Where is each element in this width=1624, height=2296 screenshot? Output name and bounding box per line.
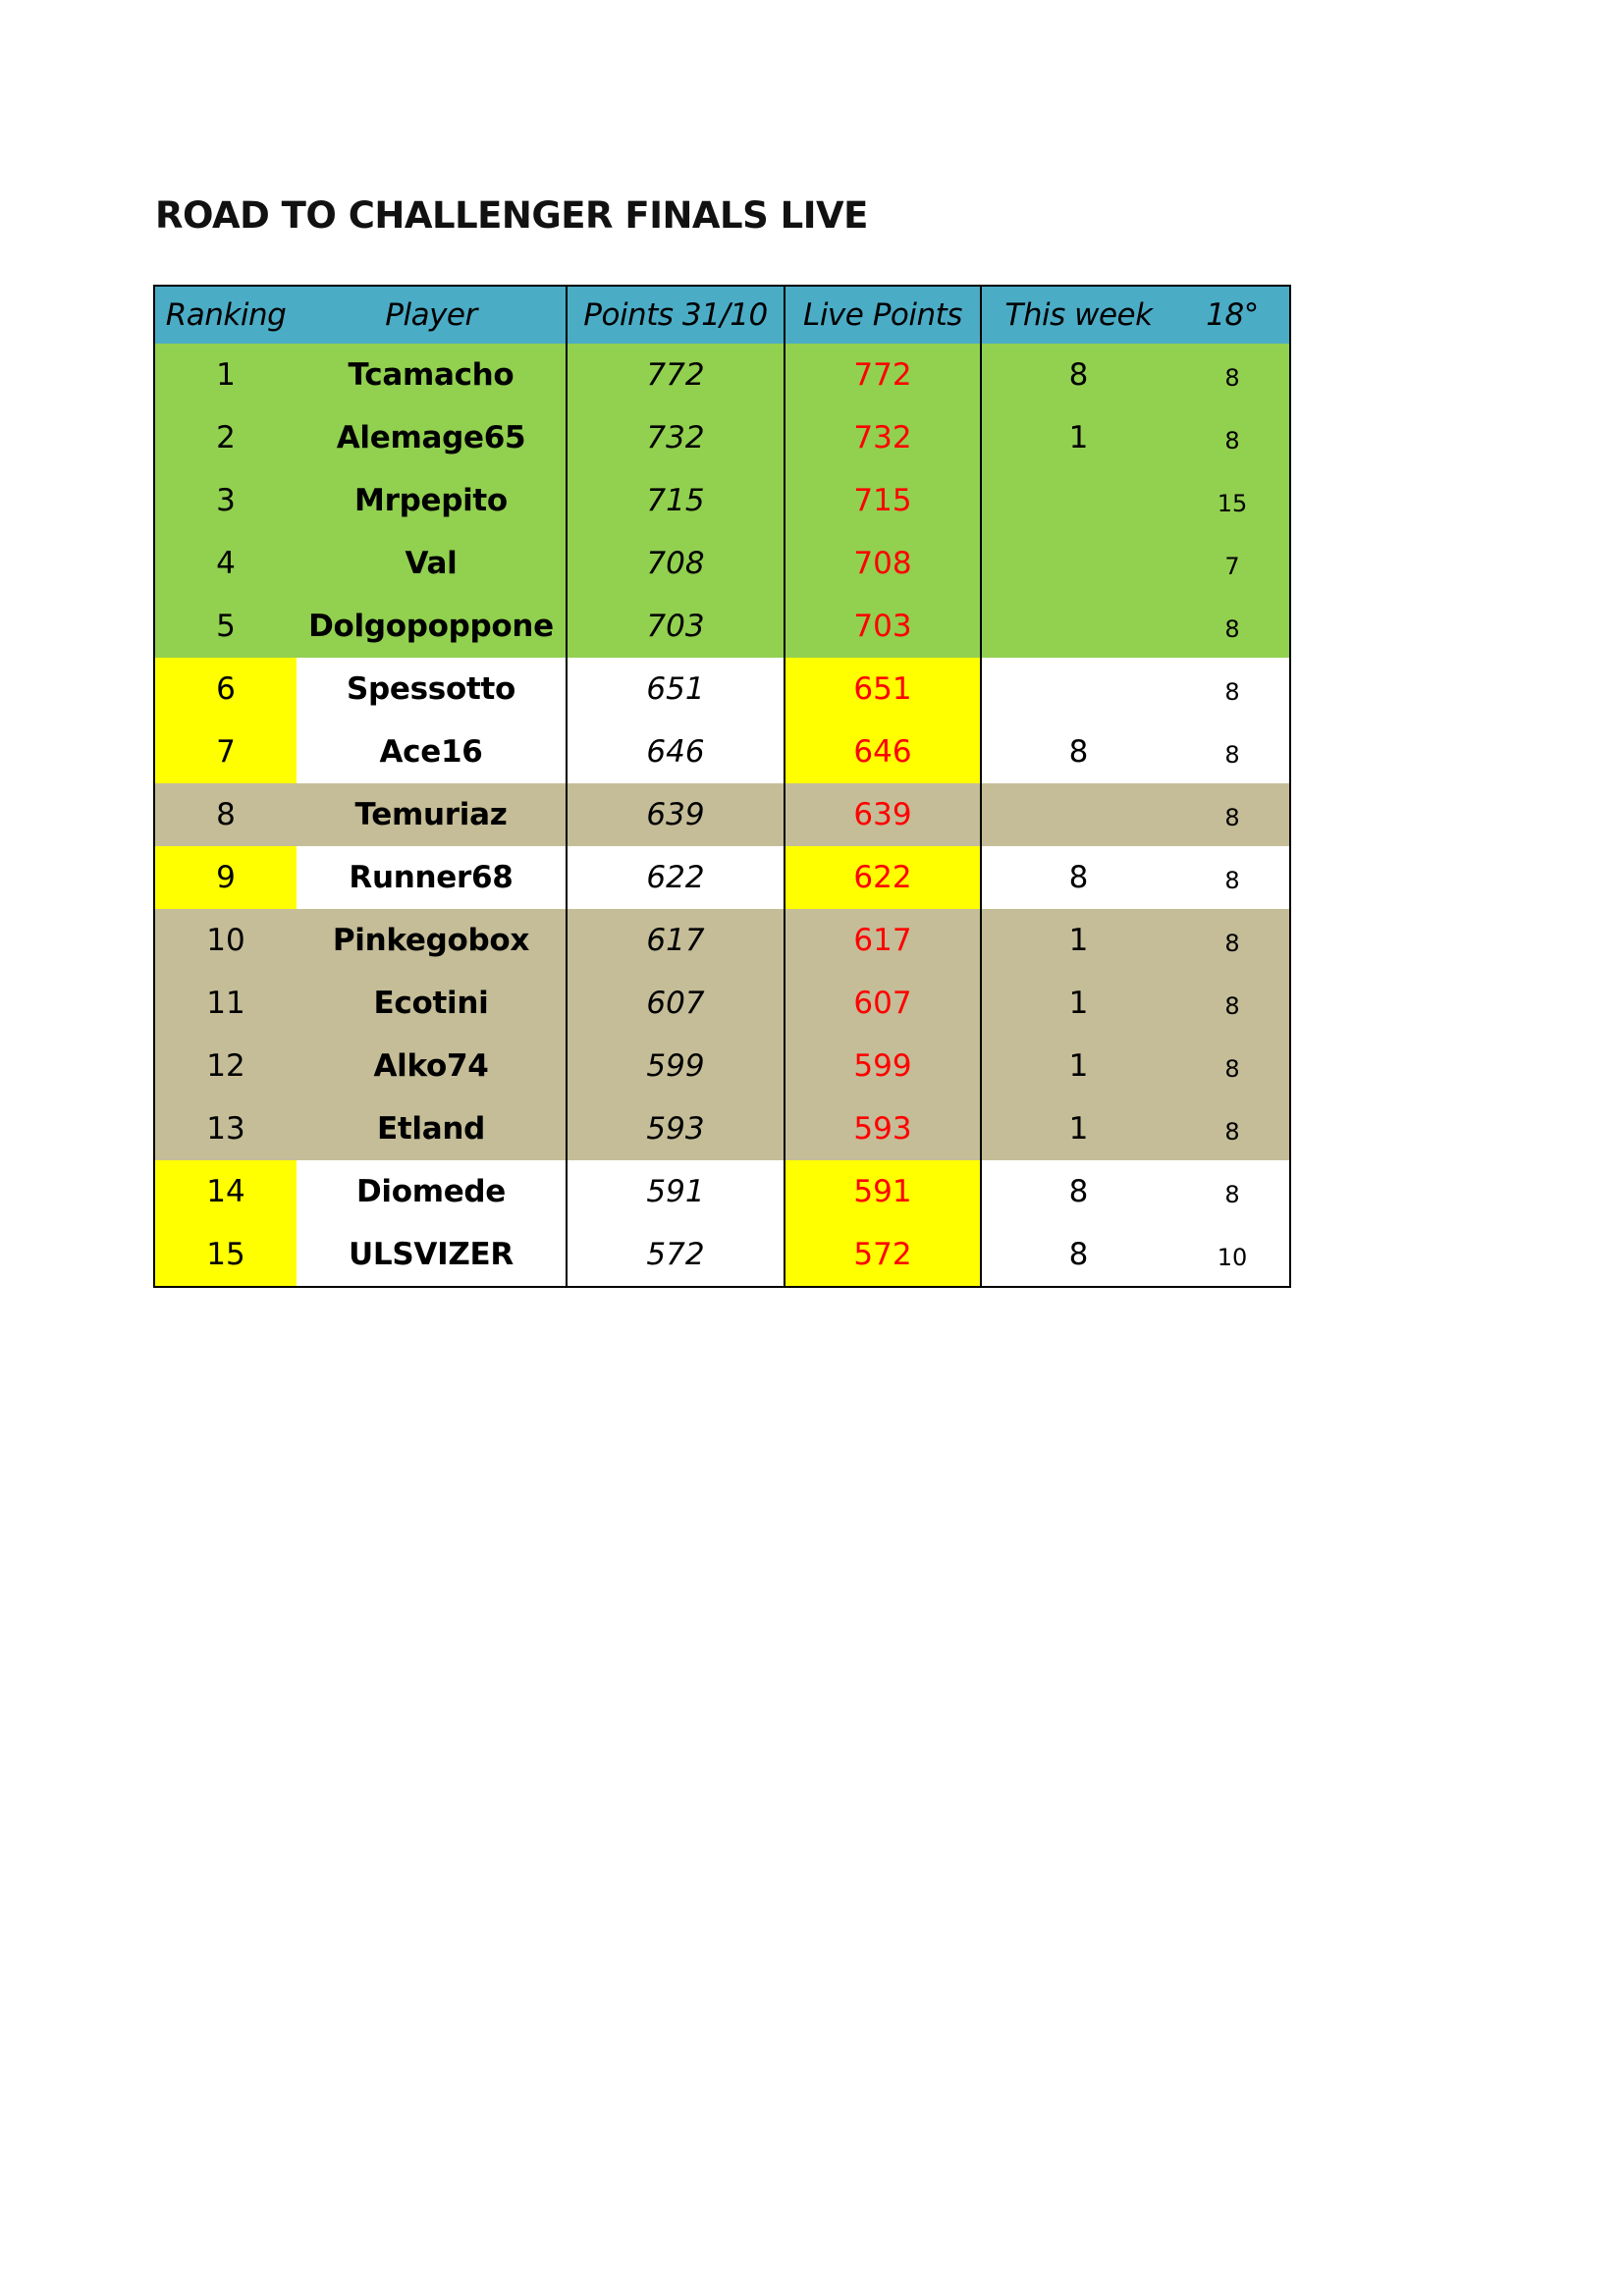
cell-18: 8 bbox=[1175, 1035, 1289, 1097]
cell-this-week: 1 bbox=[981, 972, 1175, 1035]
cell-points: 591 bbox=[567, 1160, 785, 1223]
cell-rank: 4 bbox=[155, 532, 297, 595]
cell-18: 8 bbox=[1175, 1097, 1289, 1160]
cell-18: 10 bbox=[1175, 1223, 1289, 1286]
header-live-points: Live Points bbox=[785, 287, 981, 344]
cell-live-points: 651 bbox=[785, 658, 981, 721]
cell-rank: 14 bbox=[155, 1160, 297, 1223]
cell-points: 715 bbox=[567, 469, 785, 532]
cell-points: 593 bbox=[567, 1097, 785, 1160]
cell-live-points: 646 bbox=[785, 721, 981, 783]
cell-this-week: 8 bbox=[981, 1223, 1175, 1286]
cell-rank: 15 bbox=[155, 1223, 297, 1286]
cell-rank: 3 bbox=[155, 469, 297, 532]
table-row bbox=[155, 721, 1289, 783]
cell-18: 8 bbox=[1175, 846, 1289, 909]
table-row bbox=[155, 532, 1289, 595]
table-row bbox=[155, 658, 1289, 721]
cell-live-points: 599 bbox=[785, 1035, 981, 1097]
cell-this-week bbox=[981, 595, 1175, 658]
table-row bbox=[155, 846, 1289, 909]
cell-points: 646 bbox=[567, 721, 785, 783]
cell-18: 8 bbox=[1175, 972, 1289, 1035]
cell-points: 732 bbox=[567, 406, 785, 469]
cell-points: 622 bbox=[567, 846, 785, 909]
cell-rank: 6 bbox=[155, 658, 297, 721]
cell-rank: 2 bbox=[155, 406, 297, 469]
table-row bbox=[155, 595, 1289, 658]
cell-player: Etland bbox=[297, 1097, 567, 1160]
cell-18: 8 bbox=[1175, 406, 1289, 469]
table-row bbox=[155, 972, 1289, 1035]
cell-live-points: 607 bbox=[785, 972, 981, 1035]
standings-table bbox=[155, 287, 1289, 1286]
cell-points: 651 bbox=[567, 658, 785, 721]
cell-player: Diomede bbox=[297, 1160, 567, 1223]
cell-live-points: 591 bbox=[785, 1160, 981, 1223]
cell-live-points: 593 bbox=[785, 1097, 981, 1160]
cell-rank: 10 bbox=[155, 909, 297, 972]
cell-live-points: 715 bbox=[785, 469, 981, 532]
table-row bbox=[155, 1160, 1289, 1223]
header-points: Points 31/10 bbox=[567, 287, 785, 344]
cell-18: 8 bbox=[1175, 658, 1289, 721]
table-row bbox=[155, 1097, 1289, 1160]
cell-this-week: 8 bbox=[981, 721, 1175, 783]
cell-live-points: 772 bbox=[785, 344, 981, 406]
cell-player: Alko74 bbox=[297, 1035, 567, 1097]
cell-this-week: 1 bbox=[981, 406, 1175, 469]
cell-live-points: 703 bbox=[785, 595, 981, 658]
cell-points: 708 bbox=[567, 532, 785, 595]
cell-player: Pinkegobox bbox=[297, 909, 567, 972]
header-player: Player bbox=[297, 287, 567, 344]
cell-points: 607 bbox=[567, 972, 785, 1035]
table-row bbox=[155, 1223, 1289, 1286]
cell-player: Dolgopoppone bbox=[297, 595, 567, 658]
cell-this-week: 8 bbox=[981, 1160, 1175, 1223]
cell-18: 7 bbox=[1175, 532, 1289, 595]
page-title: ROAD TO CHALLENGER FINALS LIVE bbox=[155, 194, 868, 237]
cell-this-week: 1 bbox=[981, 1035, 1175, 1097]
cell-player: Spessotto bbox=[297, 658, 567, 721]
cell-18: 8 bbox=[1175, 783, 1289, 846]
cell-live-points: 708 bbox=[785, 532, 981, 595]
cell-live-points: 732 bbox=[785, 406, 981, 469]
cell-rank: 5 bbox=[155, 595, 297, 658]
cell-18: 8 bbox=[1175, 595, 1289, 658]
cell-18: 8 bbox=[1175, 721, 1289, 783]
cell-this-week bbox=[981, 783, 1175, 846]
table-row bbox=[155, 909, 1289, 972]
cell-18: 8 bbox=[1175, 909, 1289, 972]
cell-rank: 9 bbox=[155, 846, 297, 909]
cell-live-points: 639 bbox=[785, 783, 981, 846]
cell-this-week bbox=[981, 532, 1175, 595]
cell-player: ULSVIZER bbox=[297, 1223, 567, 1286]
header-18: 18° bbox=[1175, 287, 1289, 344]
cell-18: 8 bbox=[1175, 344, 1289, 406]
header-this-week: This week bbox=[981, 287, 1175, 344]
cell-points: 639 bbox=[567, 783, 785, 846]
cell-this-week: 1 bbox=[981, 1097, 1175, 1160]
cell-rank: 11 bbox=[155, 972, 297, 1035]
table-row bbox=[155, 344, 1289, 406]
cell-player: Temuriaz bbox=[297, 783, 567, 846]
standings-table-container bbox=[153, 285, 1291, 1288]
cell-live-points: 617 bbox=[785, 909, 981, 972]
cell-player: Val bbox=[297, 532, 567, 595]
cell-18: 15 bbox=[1175, 469, 1289, 532]
cell-points: 572 bbox=[567, 1223, 785, 1286]
cell-this-week: 8 bbox=[981, 846, 1175, 909]
table-row bbox=[155, 406, 1289, 469]
table-body bbox=[155, 344, 1289, 1286]
cell-points: 617 bbox=[567, 909, 785, 972]
table-row bbox=[155, 1035, 1289, 1097]
cell-player: Alemage65 bbox=[297, 406, 567, 469]
cell-rank: 13 bbox=[155, 1097, 297, 1160]
cell-rank: 1 bbox=[155, 344, 297, 406]
cell-live-points: 572 bbox=[785, 1223, 981, 1286]
header-ranking: Ranking bbox=[155, 287, 297, 344]
cell-rank: 7 bbox=[155, 721, 297, 783]
cell-points: 599 bbox=[567, 1035, 785, 1097]
cell-this-week bbox=[981, 469, 1175, 532]
cell-points: 772 bbox=[567, 344, 785, 406]
cell-this-week bbox=[981, 658, 1175, 721]
cell-rank: 8 bbox=[155, 783, 297, 846]
table-row bbox=[155, 469, 1289, 532]
table-header-row bbox=[155, 287, 1289, 344]
cell-18: 8 bbox=[1175, 1160, 1289, 1223]
cell-live-points: 622 bbox=[785, 846, 981, 909]
table-row bbox=[155, 783, 1289, 846]
cell-rank: 12 bbox=[155, 1035, 297, 1097]
cell-player: Tcamacho bbox=[297, 344, 567, 406]
cell-this-week: 1 bbox=[981, 909, 1175, 972]
cell-player: Runner68 bbox=[297, 846, 567, 909]
cell-player: Ace16 bbox=[297, 721, 567, 783]
cell-points: 703 bbox=[567, 595, 785, 658]
cell-player: Ecotini bbox=[297, 972, 567, 1035]
cell-player: Mrpepito bbox=[297, 469, 567, 532]
cell-this-week: 8 bbox=[981, 344, 1175, 406]
